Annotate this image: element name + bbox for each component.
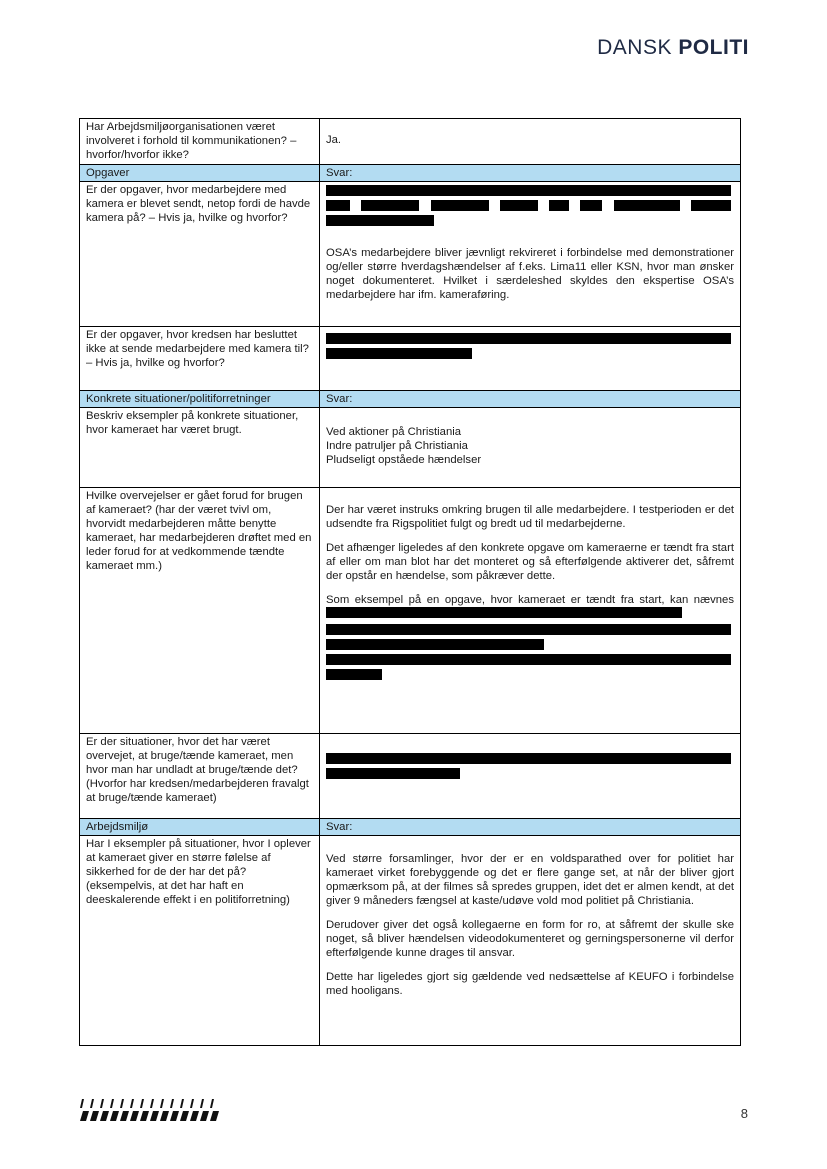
redaction-bar bbox=[431, 200, 489, 211]
dansk-politi-logo bbox=[597, 36, 749, 60]
answer-cell bbox=[320, 408, 741, 488]
redaction-bar bbox=[326, 768, 460, 779]
question-cell: Beskriv eksempler på konkrete situationer, hvor kameraet har været brugt. bbox=[80, 408, 320, 488]
answer-cell bbox=[320, 119, 741, 165]
answer-text: Det afhænger ligeledes af den konkrete opgave om kameraerne er tændt fra start af eller om man blot har det monteret og så efterfølgende aktiverer det, såfremt der opstår en hændelse, som påkræver dette. bbox=[326, 542, 734, 582]
redaction-bar bbox=[614, 200, 680, 211]
police-stripe-logo bbox=[80, 1097, 220, 1123]
section-title: Konkrete situationer/politiforretninger bbox=[80, 391, 320, 408]
answer-text: Derudover giver det også kollegaerne en form for ro, at såfremt der skulle ske noget, så bliver hændelsen videodokumenteret og gerningspersonerne vil derfor efterfølgende kunne drages til ansvar. bbox=[326, 919, 734, 959]
list-item: Indre patruljer på Christiania bbox=[326, 440, 468, 452]
section-title: Arbejdsmiljø bbox=[80, 819, 320, 836]
redaction-bar bbox=[691, 200, 731, 211]
section-header-konkrete bbox=[80, 391, 741, 408]
logo-text-politi: POLITI bbox=[678, 36, 749, 59]
redaction-bar bbox=[326, 639, 544, 650]
table-row bbox=[80, 408, 741, 488]
redaction-bar bbox=[326, 333, 731, 344]
table-row bbox=[80, 119, 741, 165]
answer-cell bbox=[320, 327, 741, 391]
table-row bbox=[80, 182, 741, 327]
redaction-bar bbox=[500, 200, 538, 211]
stripe-top bbox=[80, 1099, 214, 1108]
redaction-bar bbox=[326, 348, 472, 359]
redacted-block bbox=[326, 735, 734, 779]
redaction-bar bbox=[326, 624, 731, 635]
section-answer-header: Svar: bbox=[320, 391, 741, 408]
table-row bbox=[80, 488, 741, 734]
logo-text-dansk: DANSK bbox=[597, 36, 672, 59]
redacted-block bbox=[326, 183, 734, 226]
list-item: Ved aktioner på Christiania bbox=[326, 426, 462, 438]
answer-text: Som eksempel på en opgave, hvor kameraet er tændt fra start, kan nævnes bbox=[326, 594, 734, 606]
section-header-arbejdsmiljo bbox=[80, 819, 741, 836]
redaction-bar bbox=[361, 200, 419, 211]
answer-cell bbox=[320, 488, 741, 734]
answer-text: Der har været instruks omkring brugen til alle medarbejdere. I testperioden er det udsendte fra Rigspolitiet fulgt og bredt ud til medarbejderne. bbox=[326, 504, 734, 530]
question-cell: Har Arbejdsmiljøorganisationen været involveret i forhold til kommunikationen? – hvorfor/hvorfor ikke? bbox=[80, 119, 320, 165]
table-row bbox=[80, 836, 741, 1046]
table-row bbox=[80, 734, 741, 819]
redacted-block bbox=[326, 624, 734, 680]
example-list bbox=[326, 425, 734, 467]
section-title: Opgaver bbox=[80, 165, 320, 182]
table-row bbox=[80, 327, 741, 391]
answer-cell bbox=[320, 182, 741, 327]
question-cell: Er der situationer, hvor det har været overvejet, at bruge/tænde kameraet, men hvor man har undladt at bruge/tænde det? (Hvorfor har kredsen/medarbejderen fravalgt at bruge/tænde kameraet) bbox=[80, 734, 320, 819]
redaction-bar bbox=[326, 607, 682, 618]
list-item: Pludseligt opståede hændelser bbox=[326, 454, 482, 466]
question-cell: Hvilke overvejelser er gået forud for brugen af kameraet? (har der været tvivl om, hvorvidt medarbejderen måtte benytte kameraet, har medarbejderen drøftet med en leder forud for at vedkommende tændte kameraet mm.) bbox=[80, 488, 320, 734]
answer-cell bbox=[320, 734, 741, 819]
answer-cell bbox=[320, 836, 741, 1046]
questionnaire-table bbox=[79, 118, 741, 1046]
section-header-opgaver bbox=[80, 165, 741, 182]
section-answer-header: Svar: bbox=[320, 819, 741, 836]
question-cell: Er der opgaver, hvor medarbejdere med kamera er blevet sendt, netop fordi de havde kamera på? – Hvis ja, hvilke og hvorfor? bbox=[80, 182, 320, 327]
redacted-block bbox=[326, 328, 734, 359]
answer-text-with-redaction bbox=[326, 593, 734, 621]
answer-text: Ved større forsamlinger, hvor der er en voldsparathed over for politiet har kameraet virket forebyggende og det er flere gange set, at når der bliver gjort opmærksom på, at der filmes så spredes gruppen, idet det er almen kendt, at det giver 9 måneders fængsel at kaste/udøve vold mod politiet på Christiania. bbox=[326, 853, 734, 907]
question-cell: Er der opgaver, hvor kredsen har besluttet ikke at sende medarbejdere med kamera til? – Hvis ja, hvilke og hvorfor? bbox=[80, 327, 320, 391]
redaction-bar bbox=[326, 215, 434, 226]
stripe-bottom bbox=[80, 1111, 219, 1121]
answer-text: Ja. bbox=[326, 134, 342, 146]
section-answer-header: Svar: bbox=[320, 165, 741, 182]
redaction-bar bbox=[326, 654, 731, 665]
answer-text: Dette har ligeledes gjort sig gældende ved nedsættelse af KEUFO i forbindelse med hooligans. bbox=[326, 971, 734, 997]
redaction-bar bbox=[326, 669, 382, 680]
redaction-bar bbox=[326, 185, 731, 196]
answer-text: OSA’s medarbejdere bliver jævnligt rekvireret i forbindelse med demonstrationer og/eller større hverdagshændelser af f.eks. Lima11 eller KSN, hvor man ønsker noget dokumenteret. Hvilket i særdeleshed skyldes den ekspertise OSA’s medarbejdere har ifm. kameraføring. bbox=[326, 247, 734, 301]
question-cell: Har I eksempler på situationer, hvor I oplever at kameraet giver en større følelse af sikkerhed for de der har det på? (eksempelvis, at det har haft en deeskalerende effekt i en politiforretning) bbox=[80, 836, 320, 1046]
page-number: 8 bbox=[740, 1106, 748, 1121]
redaction-bar bbox=[326, 200, 350, 211]
redaction-bar bbox=[326, 753, 731, 764]
redaction-segments bbox=[326, 200, 731, 211]
redaction-bar bbox=[580, 200, 602, 211]
redaction-bar bbox=[549, 200, 569, 211]
